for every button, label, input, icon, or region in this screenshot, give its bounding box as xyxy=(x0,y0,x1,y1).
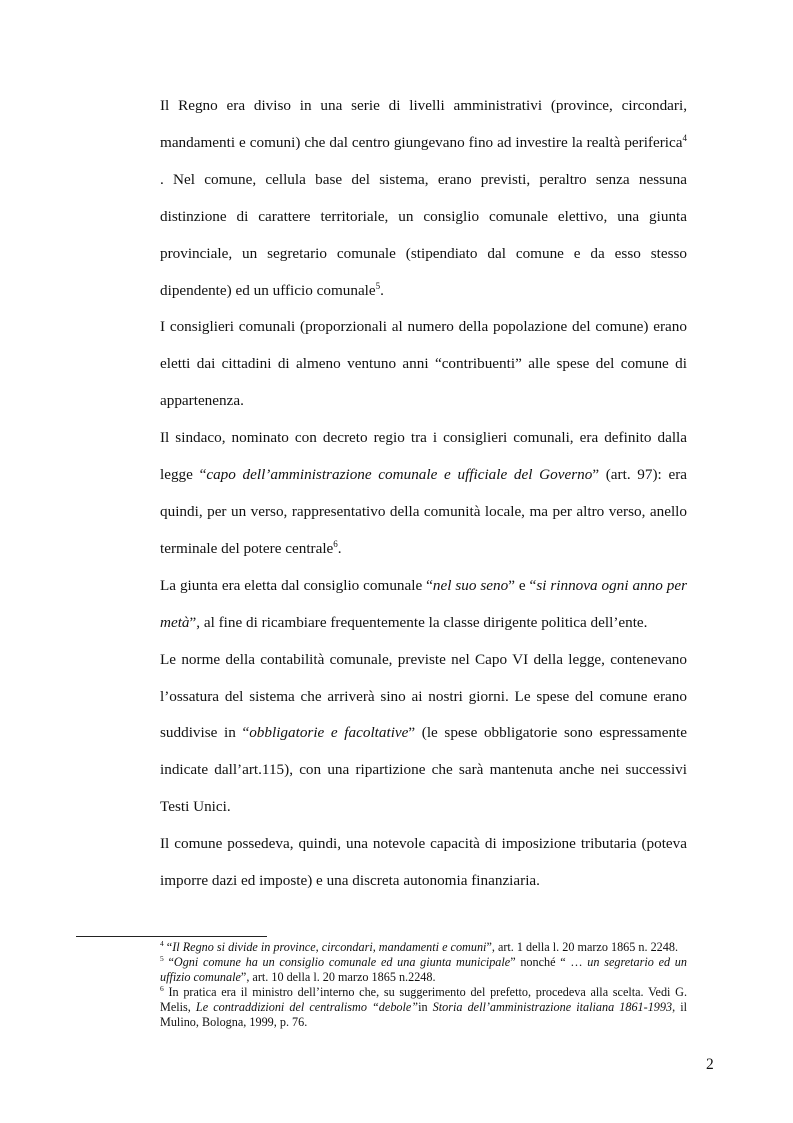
footnote-separator xyxy=(76,936,267,937)
italic-text: Le contraddizioni del centralismo “debole” xyxy=(195,999,419,1014)
footnote-ref: 6 xyxy=(333,538,338,549)
text-run: In pratica era il ministro dell’interno che, su suggerimento del prefetto, procedeva alla scelta. Vedi G. Melis, xyxy=(160,984,687,1014)
text-run: ” (le spese obbligatorie sono espressamente indicate dall’art.115), con una ripartizione che sarà mantenuta anche nei successivi Testi Unici. xyxy=(160,724,688,816)
paragraph xyxy=(160,309,687,420)
footnote xyxy=(160,940,687,955)
text-run: . xyxy=(380,281,384,299)
footnote xyxy=(160,985,687,1030)
italic-text: si rinnova ogni anno per metà xyxy=(160,576,688,631)
body-text xyxy=(160,88,687,900)
paragraph xyxy=(160,642,687,827)
italic-text: un segretario ed un uffizio comunale xyxy=(160,954,687,984)
footnote-ref: 5 xyxy=(375,280,381,291)
text-run: “ xyxy=(163,940,173,954)
text-run: La giunta era eletta dal consiglio comunale “ xyxy=(160,576,433,594)
footnote-ref: 5 xyxy=(160,953,164,963)
text-run: “ xyxy=(163,954,174,969)
text-run: . xyxy=(337,539,342,557)
paragraph xyxy=(160,568,687,642)
italic-text: Ogni comune ha un consiglio comunale ed una giunta municipale xyxy=(173,954,511,969)
text-run: . Nel comune, cellula base del sistema, erano previsti, peraltro senza nessuna distinzione di carattere territoriale, un consiglio comunale elettivo, una giunta provinciale, un segretario comunale (stipendiato dal comune e da esso stesso dipendente) ed un ufficio comunale xyxy=(160,170,687,299)
text-run: ” e “ xyxy=(508,576,537,594)
text-run: Le norme della contabilità comunale, previste nel Capo VI della legge, contenevano l’ossatura del sistema che arriverà sino ai nostri giorni. Le spese del comune erano suddivise in “ xyxy=(160,650,687,742)
footnote-ref: 6 xyxy=(160,983,164,993)
text-run: , il Mulino, Bologna, 1999, p. 76. xyxy=(160,999,688,1029)
italic-text: Storia dell’amministrazione italiana 1861-1993 xyxy=(432,999,673,1014)
text-run: ” (art. 97): era quindi, per un verso, rappresentativo della comunità locale, ma per altro verso, anello terminale del potere centrale xyxy=(160,466,687,557)
text-run: in xyxy=(418,999,433,1014)
text-run: ”, art. 10 della l. 20 marzo 1865 n.2248. xyxy=(240,969,436,984)
text-run: ” nonché “ … xyxy=(510,954,588,969)
text-run: Il comune possedeva, quindi, una notevole capacità di imposizione tributaria (poteva imporre dazi ed imposte) e una discreta autonomia finanziaria. xyxy=(160,835,687,890)
italic-text: Il Regno si divide in province, circondari, mandamenti e comuni xyxy=(172,940,487,954)
text-run: Il sindaco, nominato con decreto regio tra i consiglieri comunali, era definito dalla legge “ xyxy=(160,429,687,484)
footnotes xyxy=(160,940,687,1029)
italic-text: capo dell’amministrazione comunale e ufficiale del Governo xyxy=(206,466,593,484)
footnote-ref: 4 xyxy=(682,132,687,143)
text-run: ”, art. 1 della l. 20 marzo 1865 n. 2248. xyxy=(486,940,679,954)
page-number: 2 xyxy=(706,1056,714,1073)
paragraph xyxy=(160,88,687,309)
text-run: I consiglieri comunali (proporzionali al numero della popolazione del comune) erano eletti dai cittadini di almeno ventuno anni “contribuenti” alle spese del comune di appartenenza. xyxy=(160,318,687,410)
paragraph xyxy=(160,826,687,900)
paragraph xyxy=(160,420,687,568)
text-run: ”, al fine di ricambiare frequentemente la classe dirigente politica dell’ente. xyxy=(189,613,648,631)
italic-text: obbligatorie e facoltative xyxy=(249,724,409,742)
text-run: Il Regno era diviso in una serie di livelli amministrativi (province, circondari, mandamenti e comuni) che dal centro giungevano fino ad investire la realtà periferica xyxy=(160,97,687,151)
footnote-ref: 4 xyxy=(160,939,164,948)
italic-text: nel suo seno xyxy=(432,576,509,594)
footnote xyxy=(160,955,687,985)
